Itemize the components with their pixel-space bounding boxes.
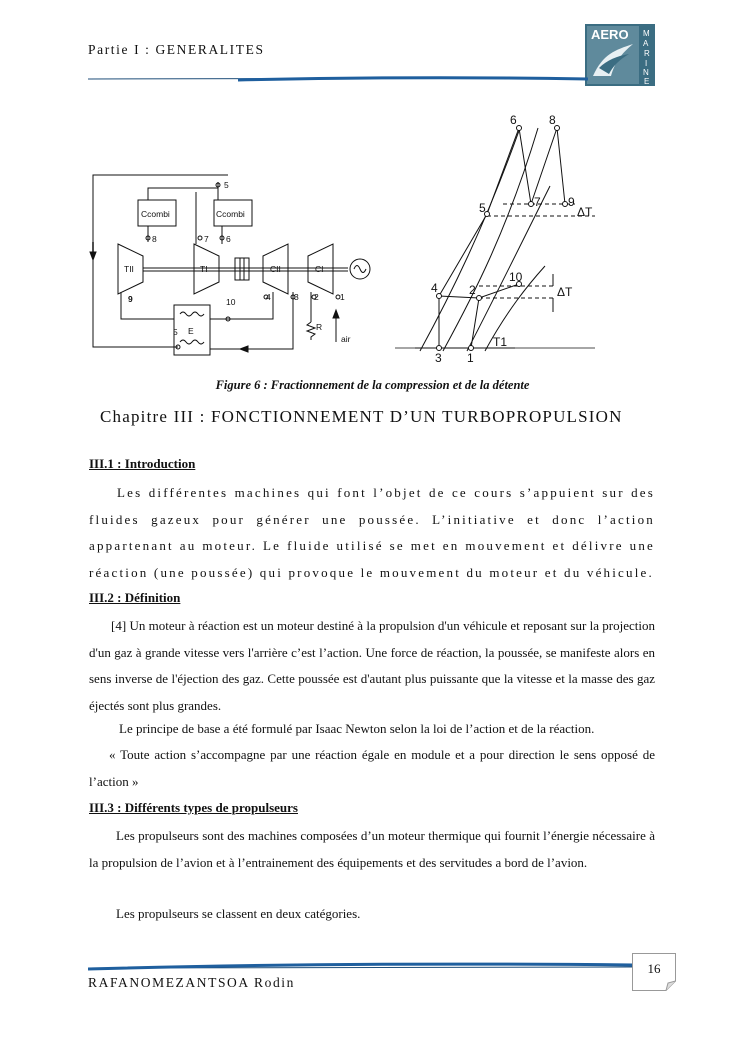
svg-text:air: air [341, 334, 351, 344]
svg-text:CI: CI [315, 264, 324, 274]
newton-quote: « Toute action s’accompagne par une réaction égale en module et a pour direction le sens opposé de l’action » [89, 747, 655, 789]
svg-text:ΔT: ΔT [577, 205, 593, 219]
footer-author: RAFANOMEZANTSOA Rodin [88, 975, 295, 990]
svg-text:R: R [316, 322, 323, 332]
svg-text:2: 2 [469, 283, 476, 297]
svg-text:10: 10 [226, 297, 236, 307]
svg-text:4: 4 [431, 281, 438, 295]
chapter-title: Chapitre III : FONCTIONNEMENT D’UN TURBOPROPULSION [100, 407, 623, 426]
engine-diagram [88, 172, 388, 362]
svg-text:R: R [644, 49, 650, 58]
section-introduction-text: Les différentes machines qui font l’objet de ce cours s’appuient sur des fluides gazeux pour générer une poussée. L’initiative et donc l’action appartenant au moteur. Le fluide utilisé se met en mouvement et délivre une réaction (une poussée) qui provoque le mouvement du moteur et du véhicule. [89, 485, 655, 580]
svg-text:7: 7 [534, 195, 541, 209]
svg-text:4: 4 [266, 292, 271, 302]
section-title-definition: III.2 : Définition [89, 590, 181, 605]
svg-text:10: 10 [509, 270, 523, 284]
section-title-introduction: III.1 : Introduction [89, 456, 196, 471]
svg-text:6: 6 [510, 113, 517, 127]
svg-text:M: M [643, 29, 650, 38]
svg-text:TII: TII [124, 264, 134, 274]
propulseurs-paragraph: Les propulseurs sont des machines composées d’un moteur thermique qui fournit l’énergie nécessaire à la propulsion de l’avion et à l’entrainement des équipements et des servitudes a bord de l’avion. [89, 828, 655, 870]
comb-right-label: Ccombi [216, 209, 245, 219]
svg-text:ΔT: ΔT [557, 285, 573, 299]
svg-text:9: 9 [128, 294, 133, 304]
svg-text:6: 6 [226, 234, 231, 244]
svg-text:9: 9 [568, 195, 575, 209]
header-title: Partie I : GENERALITES [88, 42, 265, 57]
svg-text:5: 5 [173, 327, 178, 337]
svg-text:A: A [643, 39, 649, 48]
page-number: 16 [647, 961, 661, 976]
figure-caption: Figure 6 : Fractionnement de la compression et de la détente [215, 378, 530, 392]
header-rule [88, 72, 588, 84]
svg-text:2: 2 [314, 292, 319, 302]
svg-text:E: E [188, 326, 194, 336]
svg-text:1: 1 [340, 292, 345, 302]
ts-diagram [395, 106, 595, 368]
svg-text:1: 1 [467, 351, 474, 365]
svg-text:TI: TI [200, 264, 208, 274]
svg-text:3: 3 [435, 351, 442, 365]
svg-text:CII: CII [270, 264, 281, 274]
definition-paragraph: [4] Un moteur à réaction est un moteur destiné à la propulsion d'un véhicule et reposant sur la projection d'un gaz à grande vitesse vers l'arrière c’est l’action. Une force de réaction, la poussée, se manifeste alors en sens inverse de l'éjection des gaz. Cette poussée est d'autant plus puissante que la vitesse et la masse des gaz éjectés sont plus grandes. [89, 618, 655, 713]
section-title-propulseurs: III.3 : Différents types de propulseurs [89, 800, 298, 815]
footer-rule [88, 958, 633, 972]
newton-principle: Le principe de base a été formulé par Isaac Newton selon la loi de l’action et de la réaction. [119, 721, 595, 736]
propulseurs-categories: Les propulseurs se classent en deux catégories. [116, 906, 361, 921]
svg-text:E: E [644, 77, 650, 86]
svg-text:5: 5 [224, 180, 229, 190]
svg-text:5: 5 [479, 201, 486, 215]
svg-text:3: 3 [294, 292, 299, 302]
svg-text:8: 8 [549, 113, 556, 127]
svg-text:T1: T1 [493, 335, 508, 349]
svg-text:7: 7 [204, 234, 209, 244]
svg-text:8: 8 [152, 234, 157, 244]
comb-left-label: Ccombi [141, 209, 170, 219]
svg-text:I: I [645, 59, 648, 68]
logo-text-aero: AERO [591, 27, 629, 42]
aero-marine-logo [585, 24, 655, 86]
svg-text:N: N [643, 68, 649, 77]
